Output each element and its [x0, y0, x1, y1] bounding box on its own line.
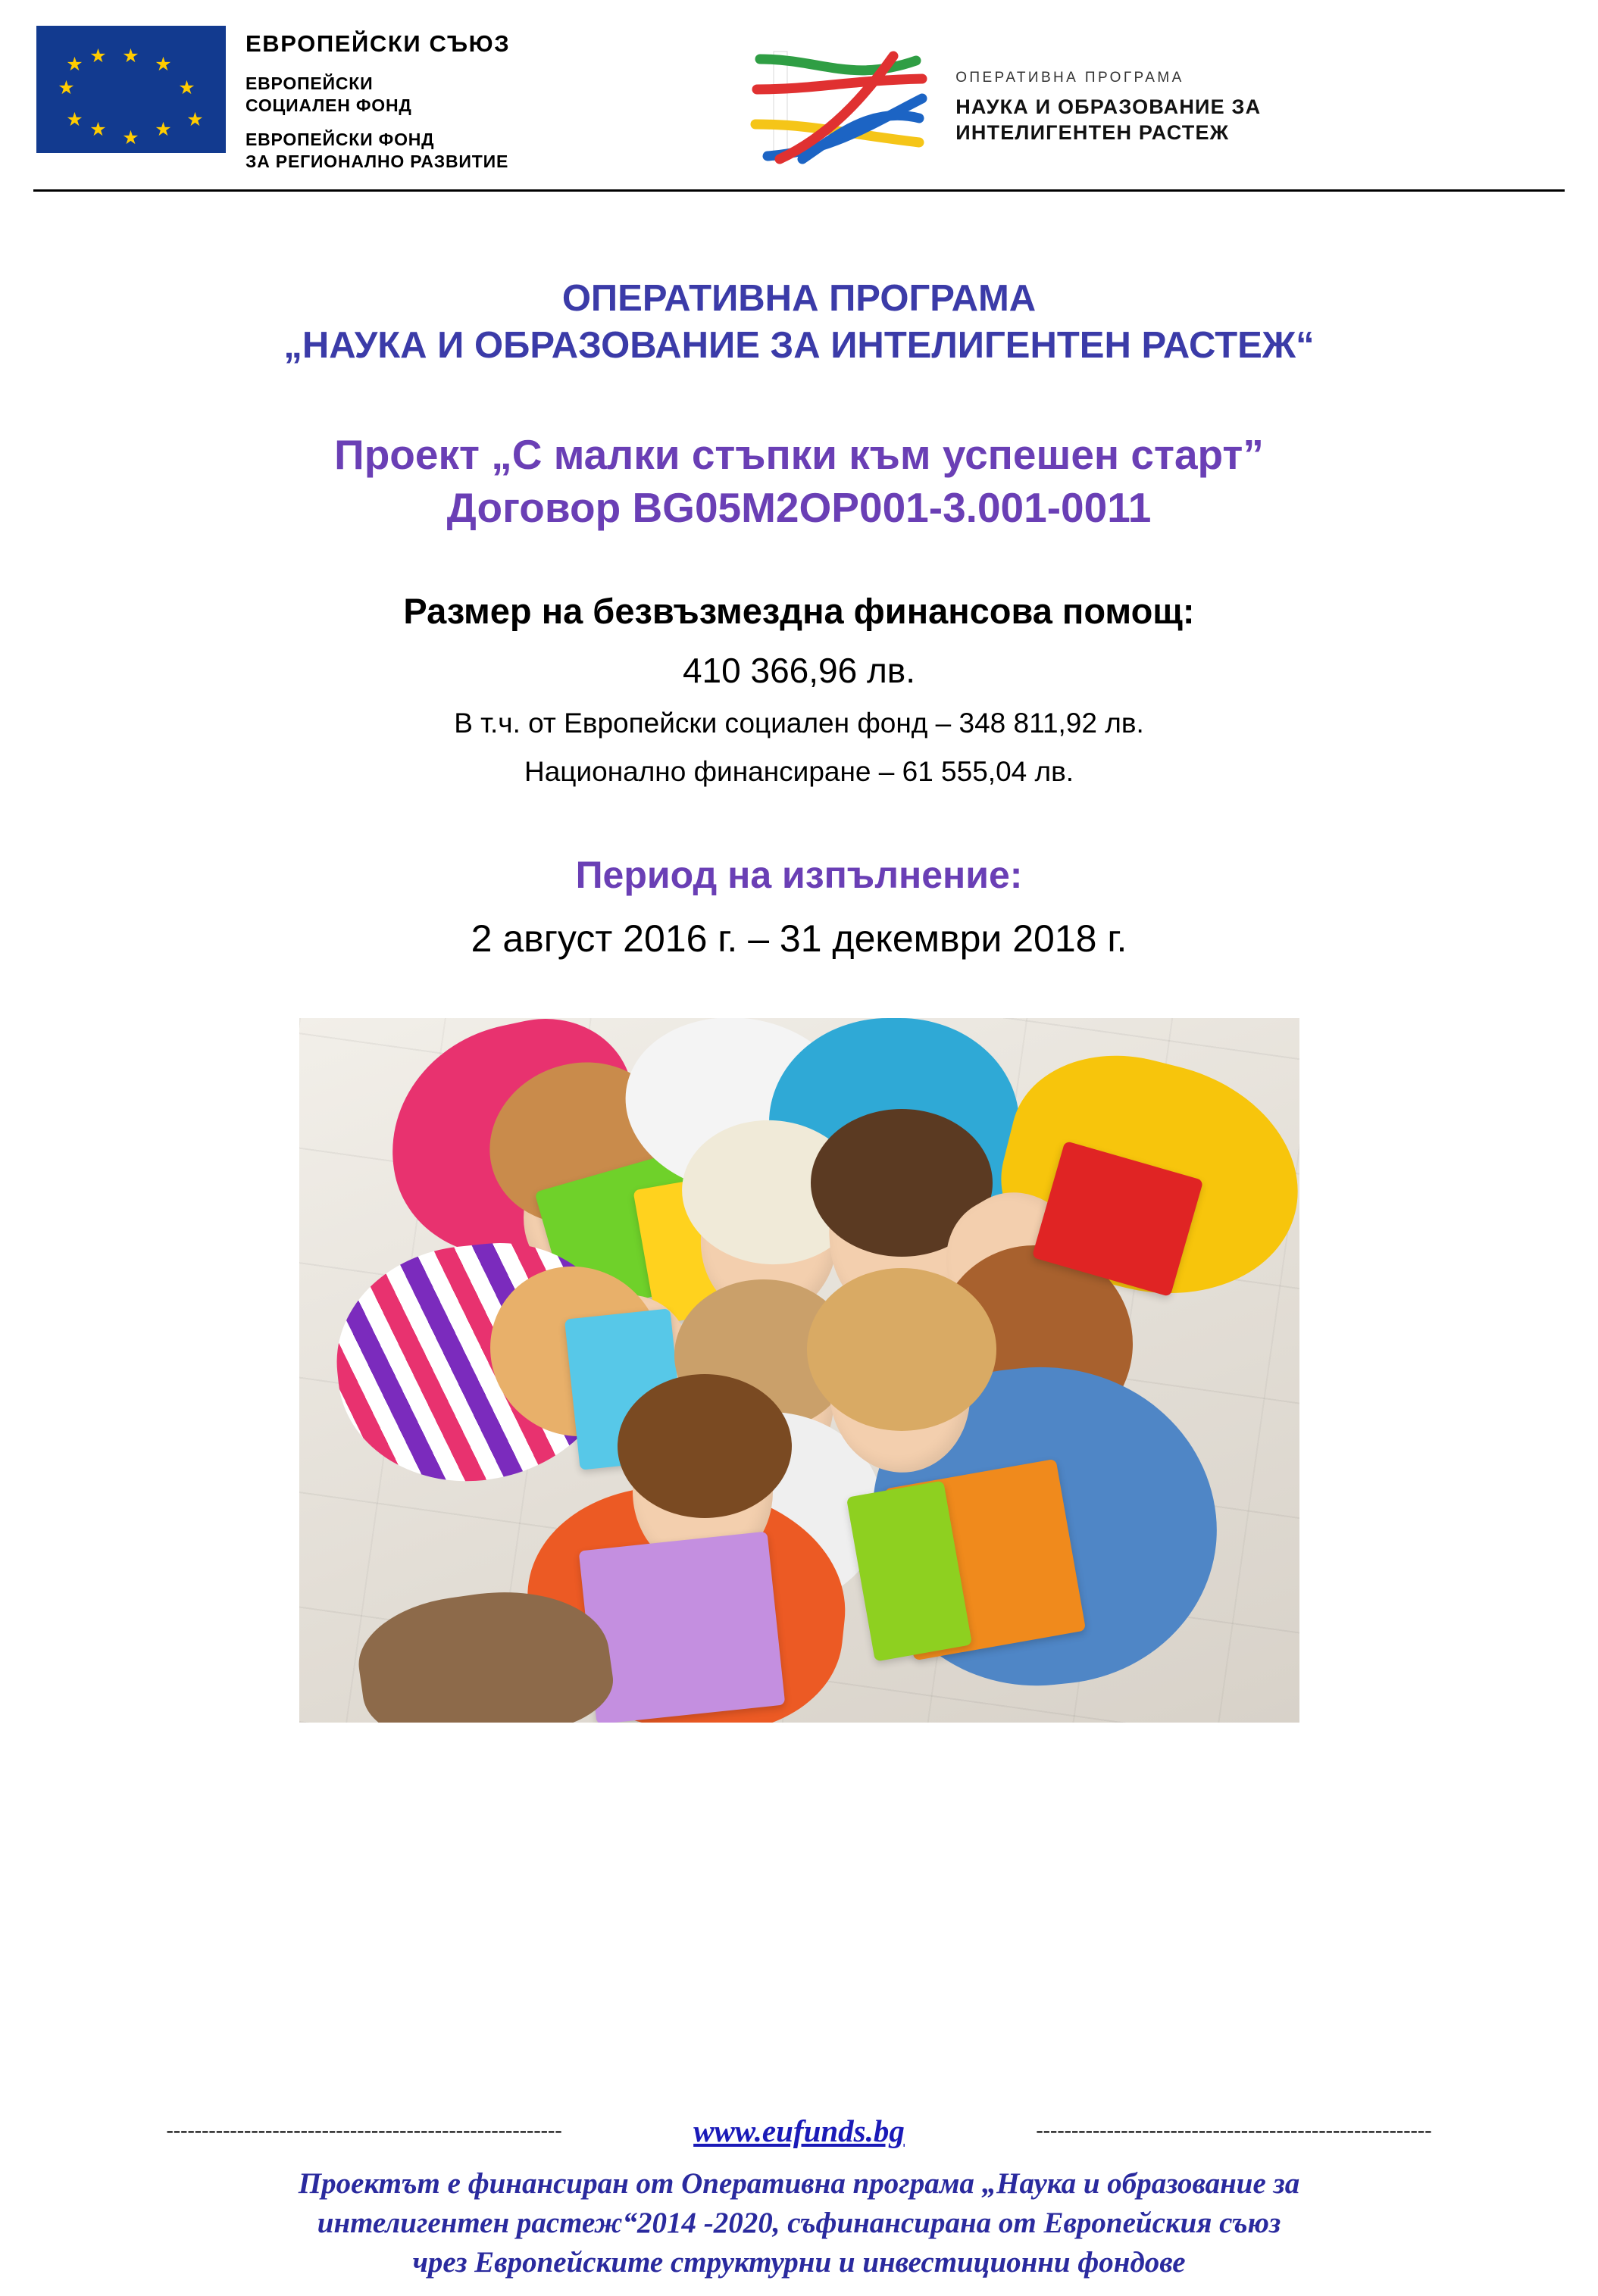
footer-dashes-left: --------------------------------------------------------: [166, 2120, 562, 2142]
eu-title: ЕВРОПЕЙСКИ СЪЮЗ: [245, 30, 511, 57]
header-divider: [33, 189, 1565, 192]
program-title-line1: ОПЕРАТИВНА ПРОГРАМА: [561, 278, 1037, 319]
eu-flag-icon: ★ ★ ★ ★ ★ ★ ★ ★ ★ ★ ★: [36, 26, 226, 153]
op-logo-block: [737, 26, 1261, 167]
grant-amount: 410 366,96 лв.: [682, 651, 916, 690]
document-header: [0, 0, 1598, 189]
program-title: [91, 275, 1507, 369]
footer-disclaimer: [42, 2164, 1556, 2282]
grant-national-line: Национално финансиране – 61 555,04 лв.: [524, 756, 1074, 787]
eufunds-link[interactable]: www.eufunds.bg: [693, 2113, 905, 2148]
eu-fund-erdf-line1: ЕВРОПЕЙСКИ ФОНД: [245, 130, 435, 149]
op-big-label-line1: НАУКА И ОБРАЗОВАНИЕ ЗА: [955, 95, 1262, 118]
footer-disclaimer-line1: Проектът е финансиран от Оперативна програма „Наука и образование за: [298, 2167, 1300, 2200]
footer-url-row: [42, 2113, 1556, 2149]
grant-label: Размер на безвъзмездна финансова помощ:: [403, 591, 1195, 631]
eu-fund-erdf-line2: ЗА РЕГИОНАЛНО РАЗВИТИЕ: [245, 152, 509, 171]
document-footer: [0, 2113, 1598, 2296]
eu-fund-erdf: [245, 129, 510, 173]
eu-fund-esf: [245, 73, 510, 117]
op-ribbon-logo-icon: [737, 45, 934, 167]
op-big-label-line2: ИНТЕЛИГЕНТЕН РАСТЕЖ: [955, 121, 1230, 144]
contract-number: Договор BG05M2OP001-3.001-0011: [446, 484, 1152, 531]
eu-fund-esf-line1: ЕВРОПЕЙСКИ: [245, 73, 374, 93]
eu-fund-esf-line2: СОЦИАЛЕН ФОНД: [245, 95, 412, 115]
op-small-label: ОПЕРАТИВНА ПРОГРАМА: [955, 70, 1184, 86]
period-value: 2 август 2016 г. – 31 декември 2018 г.: [471, 917, 1127, 960]
child-hair-7: [807, 1268, 996, 1431]
eu-emblem-block: [36, 26, 510, 185]
child-hair-8: [618, 1374, 792, 1518]
period-label: Период на изпълнение:: [575, 854, 1023, 896]
op-text-block: [955, 67, 1261, 145]
document-body: [0, 275, 1598, 1723]
footer-dashes-right: --------------------------------------------------------: [1036, 2120, 1432, 2142]
footer-disclaimer-line3: чрез Европейските структурни и инвестиционни фондове: [412, 2246, 1186, 2279]
eu-text-block: [245, 26, 510, 185]
program-title-line2: „НАУКА И ОБРАЗОВАНИЕ ЗА ИНТЕЛИГЕНТЕН РАСТЕЖ“: [283, 325, 1315, 366]
project-name: Проект „С малки стъпки към успешен старт”: [334, 431, 1264, 478]
children-photo: [299, 1018, 1299, 1723]
project-title: [91, 428, 1507, 534]
footer-disclaimer-line2: интелигентен растеж“2014 -2020, съфинансирана от Европейския съюз: [317, 2207, 1281, 2239]
grant-esf-line: В т.ч. от Европейски социален фонд – 348 811,92 лв.: [454, 708, 1144, 739]
